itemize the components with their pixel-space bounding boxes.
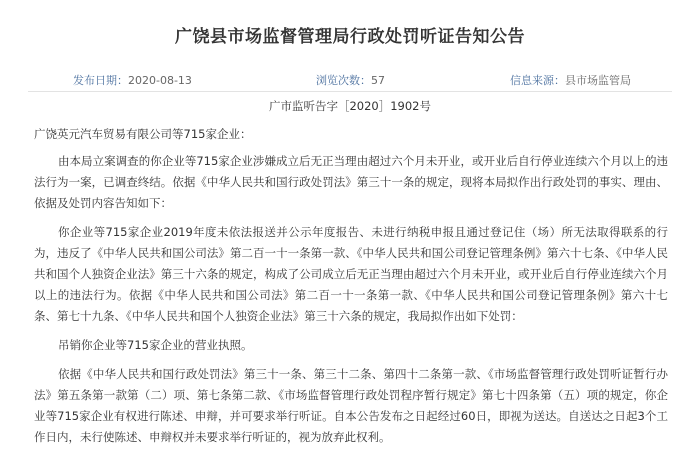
paragraph-penalty: 吊销你企业等715家企业的营业执照。 <box>58 338 253 352</box>
publish-date-label: 发布日期： <box>73 74 128 87</box>
view-count-value: 57 <box>371 74 385 87</box>
document-number: 广市监听告字［2020］1902号 <box>268 99 432 113</box>
view-count-label: 浏览次数： <box>316 74 371 87</box>
notice-body <box>34 124 668 456</box>
header-divider <box>28 91 672 92</box>
notice-title: 广饶县市场监督管理局行政处罚听证告知公告 <box>175 27 525 47</box>
publish-date <box>73 72 192 88</box>
info-source <box>510 72 631 88</box>
view-count <box>316 72 385 88</box>
paragraph-hearing-rights: 依据《中华人民共和国行政处罚法》第三十一条、第三十二条、第四十二条第一款、《市场监督管理行政处罚听证暂行办法》第五条第一款第（二）项、第七条第二款、《市场监督管理行政处罚程序暂行规定》第七十四条第（五）项的规定，你企业等715家企业有权进行陈述、申辩，并可要求举行听证。自本公告发布之日起经过60日，即视为送达。自送达之日起3个工作日内，未行使陈述、申辩权并未要求举行听证的，视为放弃此权利。 <box>34 367 668 444</box>
paragraph-investigation: 由本局立案调查的你企业等715家企业涉嫌成立后无正当理由超过六个月未开业，或开业后自行停业连续六个月以上的违法行为一案，已调查终结。依据《中华人民共和国行政处罚法》第三十一条的规定，现将本局拟作出行政处罚的事实、理由、依据及处罚内容告知如下： <box>34 154 668 210</box>
paragraph-violation-facts: 你企业等715家企业2019年度未依法报送并公示年度报告、未进行纳税申报且通过登记住（场）所无法取得联系的行为，违反了《中华人民共和国公司法》第二百一十一条第一款、《中华人民共和国公司登记管理条例》第六十七条、《中华人民共和国个人独资企业法》第三十六条的规定，构成了公司成立后无正当理由超过六个月未开业，或开业后自行停业连续六个月以上的违法行为。依据《中华人民共和国公司法》第二百一十一条第一款、《中华人民共和国公司登记管理条例》第六十七条、第七十九条、《中华人民共和国个人独资企业法》第三十六条的规定，我局拟作出如下处罚： <box>34 225 668 323</box>
info-source-label: 信息来源： <box>510 74 565 87</box>
publish-date-value: 2020-08-13 <box>128 74 192 87</box>
addressee: 广饶英元汽车贸易有限公司等715家企业： <box>34 127 252 141</box>
info-source-value: 县市场监管局 <box>565 74 631 87</box>
